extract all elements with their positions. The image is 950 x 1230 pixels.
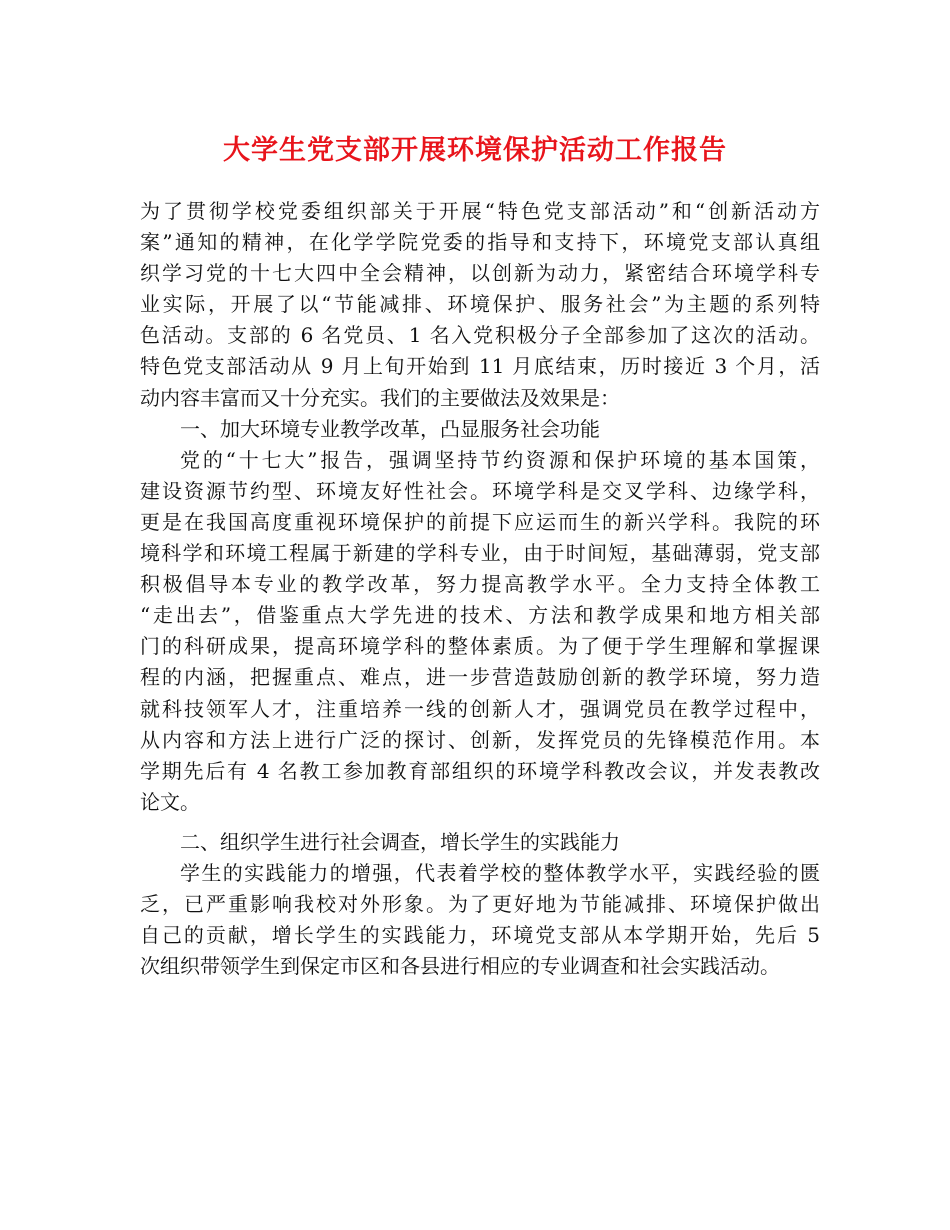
text-line: 织学习党的十七大四中全会精神，以创新为动力，紧密结合环境学科专	[140, 261, 820, 286]
text-line: 积极倡导本专业的教学改革，努力提高教学水平。全力支持全体教工	[140, 572, 820, 597]
intro-paragraph	[140, 196, 820, 414]
text-line: 学生的实践能力的增强，代表着学校的整体教学水平，实践经验的匮	[180, 860, 820, 885]
text-line: “走出去”，借鉴重点大学先进的技术、方法和教学成果和地方相关部	[140, 603, 820, 628]
text-line: 建设资源节约型、环境友好性社会。环境学科是交叉学科、边缘学科，	[140, 478, 820, 503]
text-line: 案”通知的精神，在化学学院党委的指导和支持下，环境党支部认真组	[140, 230, 820, 255]
text-line: 论文。	[140, 789, 200, 814]
text-line: 程的内涵，把握重点、难点，进一步营造鼓励创新的教学环境，努力造	[140, 665, 820, 690]
section-heading-2: 二、组织学生进行社会调查，增长学生的实践能力	[180, 829, 620, 854]
section-2-paragraph	[140, 858, 820, 982]
text-line: 境科学和环境工程属于新建的学科专业，由于时间短，基础薄弱，党支部	[140, 541, 820, 566]
text-line: 乏，已严重影响我校对外形象。为了更好地为节能减排、环境保护做出	[140, 892, 820, 917]
section-heading-1: 一、加大环境专业教学改革，凸显服务社会功能	[180, 416, 600, 441]
text-line: 自己的贡献，增长学生的实践能力，环境党支部从本学期开始，先后 5	[140, 923, 820, 948]
text-line: 为了贯彻学校党委组织部关于开展“特色党支部活动”和“创新活动方	[140, 199, 820, 223]
text-line: 特色党支部活动从 9 月上旬开始到 11 月底结束，历时接近 3 个月，活	[140, 354, 820, 379]
document-title: 大学生党支部开展环境保护活动工作报告	[223, 135, 727, 166]
text-line: 党的“十七大”报告，强调坚持节约资源和保护环境的基本国策，	[180, 447, 820, 472]
section-1-paragraph	[140, 445, 820, 818]
text-line: 动内容丰富而又十分充实。我们的主要做法及效果是：	[140, 385, 620, 410]
text-line: 色活动。支部的 6 名党员、1 名入党积极分子全部参加了这次的活动。	[140, 323, 820, 348]
paragraph-gap	[140, 818, 820, 827]
text-line: 次组织带领学生到保定市区和各县进行相应的专业调查和社会实践活动。	[140, 954, 780, 979]
text-line: 门的科研成果，提高环境学科的整体素质。为了便于学生理解和掌握课	[140, 634, 820, 659]
text-line: 学期先后有 4 名教工参加教育部组织的环境学科教改会议，并发表教改	[140, 758, 820, 783]
text-line: 更是在我国高度重视环境保护的前提下应运而生的新兴学科。我院的环	[140, 509, 820, 534]
text-line: 业实际，开展了以“节能减排、环境保护、服务社会”为主题的系列特	[140, 292, 820, 317]
document-body	[140, 196, 820, 982]
text-line: 就科技领军人才，注重培养一线的创新人才，强调党员在教学过程中，	[140, 696, 820, 721]
text-line: 从内容和方法上进行广泛的探讨、创新，发挥党员的先锋模范作用。本	[140, 727, 820, 752]
